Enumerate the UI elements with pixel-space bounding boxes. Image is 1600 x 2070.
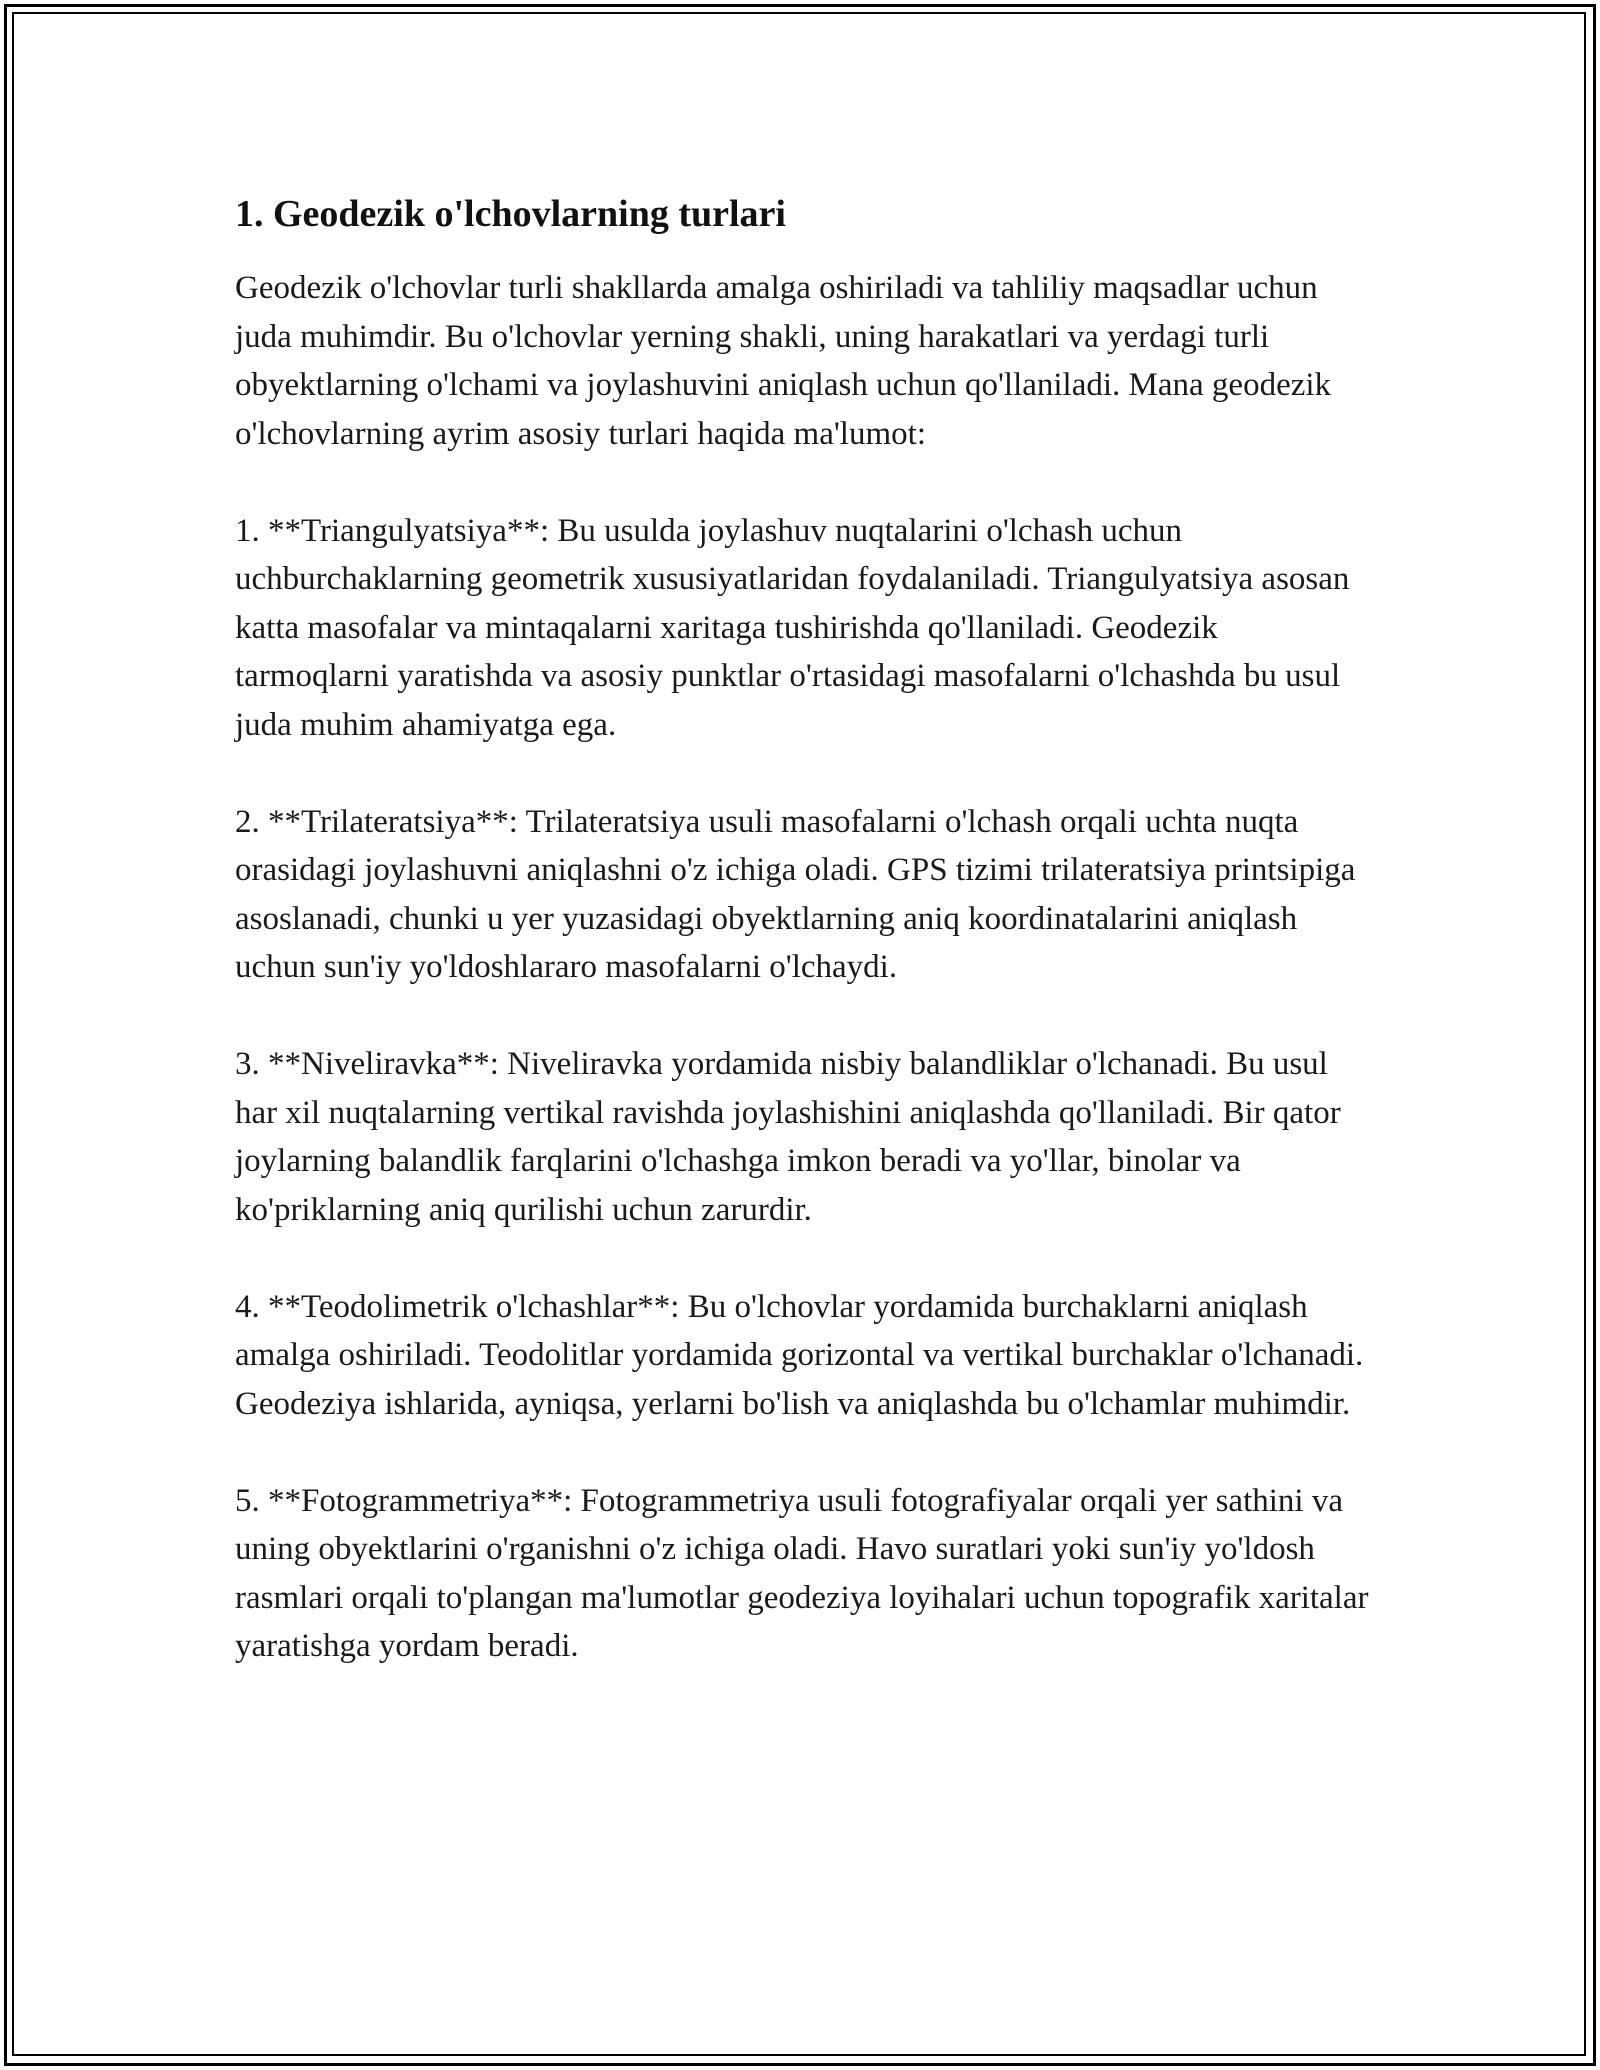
list-item-leveling: 3. **Niveliravka**: Niveliravka yordamida nisbiy balandliklar o'lchanadi. Bu usul har xil nuqtalarning vertikal ravishda joylashishini aniqlashda qo'llaniladi. Bir qator joylarning balandlik farqlarini o'lchashga imkon beradi va yo'llar, binolar va ko'priklarning aniq qurilishi uchun zarurdir. (235, 1046, 1341, 1228)
intro-paragraph: Geodezik o'lchovlar turli shakllarda amalga oshiriladi va tahliliy maqsadlar uchun juda muhimdir. Bu o'lchovlar yerning shakli, uning harakatlari va yerdagi turli obyektlarning o'lchami va joylashuvini aniqlash uchun qo'llaniladi. Mana geodezik o'lchovlarning ayrim asosiy turlari haqida ma'lumot: (235, 270, 1332, 452)
list-item-trilateration: 2. **Trilateratsiya**: Trilateratsiya usuli masofalarni o'lchash orqali uchta nuqta orasidagi joylashuvni aniqlashni o'z ichiga oladi. GPS tizimi trilateratsiya printsipiga asoslanadi, chunki u yer yuzasidagi obyektlarning aniq koordinatalarini aniqlash uchun sun'iy yo'ldoshlararo masofalarni o'lchaydi. (235, 803, 1356, 985)
section-heading: 1. Geodezik o'lchovlarning turlari (235, 193, 786, 235)
document-body (235, 184, 1375, 1719)
list-item-theodolite: 4. **Teodolimetrik o'lchashlar**: Bu o'lchovlar yordamida burchaklarni aniqlash amalga oshiriladi. Teodolitlar yordamida gorizontal va vertikal burchaklar o'lchanadi. Geodeziya ishlarida, ayniqsa, yerlarni bo'lish va aniqlashda bu o'lchamlar muhimdir. (235, 1288, 1364, 1422)
list-item-photogrammetry: 5. **Fotogrammetriya**: Fotogrammetriya usuli fotografiyalar orqali yer sathini va uning obyektlarini o'rganishni o'z ichiga oladi. Havo suratlari yoki sun'iy yo'ldosh rasmlari orqali to'plangan ma'lumotlar geodeziya loyihalari uchun topografik xaritalar yaratishga yordam beradi. (235, 1482, 1369, 1664)
list-item-triangulation: 1. **Triangulyatsiya**: Bu usulda joylashuv nuqtalarini o'lchash uchun uchburchaklarning geometrik xususiyatlaridan foydalaniladi. Triangulyatsiya asosan katta masofalar va mintaqalarni xaritaga tushirishda qo'llaniladi. Geodezik tarmoqlarni yaratishda va asosiy punktlar o'rtasidagi masofalarni o'lchashda bu usul juda muhim ahamiyatga ega. (235, 512, 1350, 743)
